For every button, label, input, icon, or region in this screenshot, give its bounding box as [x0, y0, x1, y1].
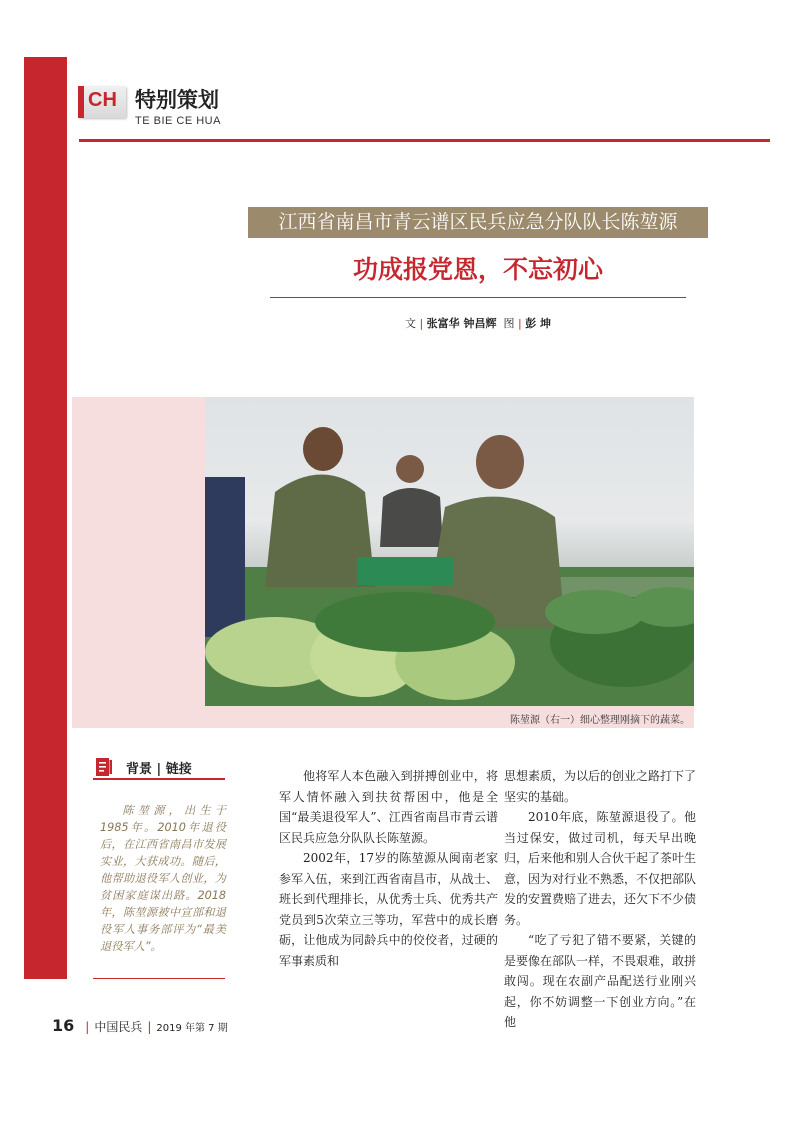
byline-photo-label: 图: [503, 317, 515, 330]
body-paragraph: 思想素质，为以后的创业之路打下了坚实的基础。: [504, 769, 697, 804]
body-paragraph: “吃了亏犯了错不要紧，关键的是要像在部队一样，不畏艰难，敢拼敢闯。现在农副产品配送行业刚兴起，你不妨调整一下创业方向。”在他: [504, 933, 697, 1029]
page-footer: 16 | 中国民兵 | 2019 年第 7 期: [52, 1016, 228, 1035]
page-number: 16: [52, 1016, 75, 1035]
sidebar-paragraph: 陈堃源，出生于1985年。2010年退役后，在江西省南昌市发展实业，大获成功。随后，他帮助退役军人创业，为贫困家庭谋出路。2018年，陈堃源被中宣部和退役军人事务部评为“最美退役军人”。: [100, 804, 226, 953]
article-kicker: 江西省南昌市青云谱区民兵应急分队队长陈堃源: [248, 207, 708, 238]
article-photo: [205, 397, 694, 706]
byline-photographer: 彭 坤: [525, 317, 552, 330]
sidebar-bottom-rule: [93, 978, 225, 979]
left-red-bar: [24, 57, 67, 979]
title-rule: [270, 297, 686, 298]
photo-caption: 陈堃源（右一）细心整理刚摘下的蔬菜。: [510, 715, 690, 726]
body-column-1: [279, 766, 498, 971]
article-headline: 功成报党恩，不忘初心: [352, 255, 603, 284]
byline-authors: 张富华 钟昌辉: [426, 317, 497, 330]
document-icon: [95, 757, 113, 777]
section-title: 特别策划: [135, 88, 219, 112]
magazine-name: 中国民兵: [94, 1020, 143, 1034]
byline: 文 | 张富华 钟昌辉 图 | 彭 坤: [404, 317, 552, 330]
sidebar-text: [100, 802, 226, 955]
logo-accent: [78, 86, 84, 118]
photo-illustration: [205, 397, 694, 706]
byline-text-label: 文: [404, 317, 416, 330]
header-rule: [79, 139, 770, 142]
section-logo: [78, 86, 126, 118]
body-paragraph: 2002年，17岁的陈堃源从闽南老家参军入伍，来到江西省南昌市，从战士、班长到代理排长，从优秀士兵、优秀共产党员到5次荣立三等功，军营中的成长磨砺，让他成为同龄兵中的佼佼者，过硬的军事素质和: [279, 851, 498, 968]
body-column-2: [504, 766, 696, 1033]
body-paragraph: 2010年底，陈堃源退役了。他当过保安，做过司机，每天早出晚归，后来他和别人合伙干起了茶叶生意，因为对行业不熟悉，不仅把部队发的安置费赔了进去，还欠下不少债务。: [504, 810, 697, 927]
logo-text: CH: [88, 89, 117, 111]
section-subtitle: TE BIE CE HUA: [135, 115, 221, 127]
body-paragraph: 他将军人本色融入到拼搏创业中，将军人情怀融入到扶贫帮困中，他是全国“最美退役军人”、江西省南昌市青云谱区民兵应急分队队长陈堃源。: [279, 769, 498, 845]
issue-label: 2019 年第 7 期: [156, 1023, 228, 1034]
sidebar-title: 背景 | 链接: [126, 762, 192, 777]
sidebar-rule: [93, 778, 225, 780]
